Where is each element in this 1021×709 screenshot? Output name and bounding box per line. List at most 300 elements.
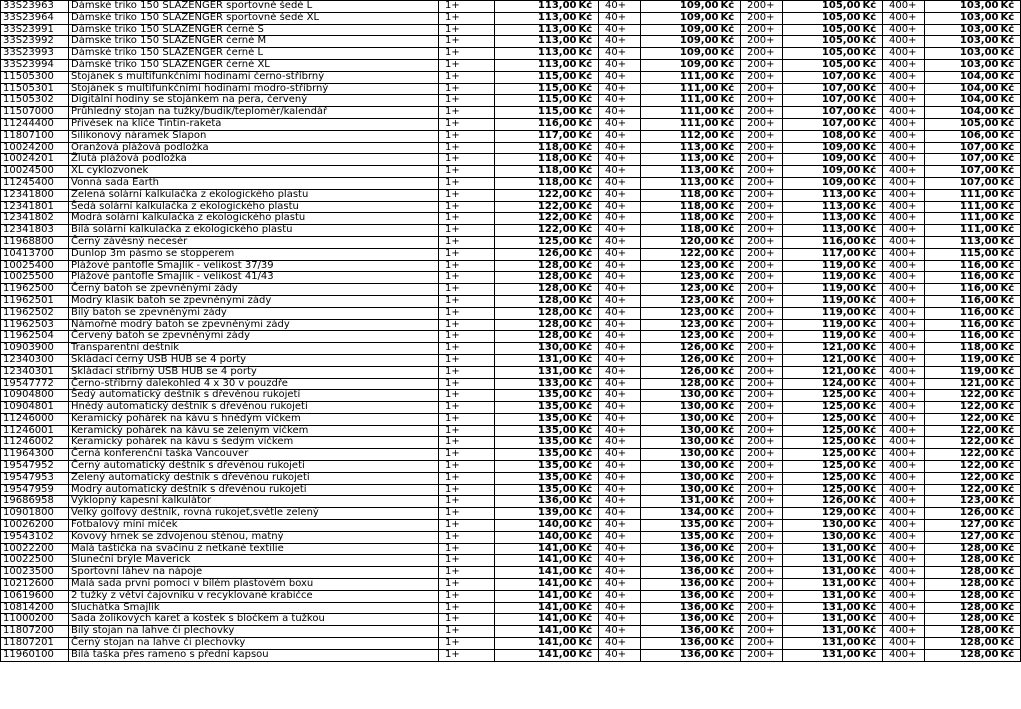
qty-tier-2: 40+ bbox=[599, 201, 641, 213]
price-tier-3: 116,00 bbox=[783, 236, 863, 248]
price-tier-3: 109,00 bbox=[783, 154, 863, 166]
price-tier-1: 113,00 bbox=[495, 1, 579, 13]
product-code: 10022200 bbox=[1, 543, 69, 555]
currency-tier-2: Kč bbox=[721, 213, 741, 225]
currency-tier-3: Kč bbox=[863, 118, 883, 130]
qty-tier-3: 200+ bbox=[741, 59, 783, 71]
qty-tier-2: 40+ bbox=[599, 166, 641, 178]
qty-tier-2: 40+ bbox=[599, 484, 641, 496]
qty-tier-1: 1+ bbox=[439, 567, 495, 579]
price-tier-2: 109,00 bbox=[641, 36, 721, 48]
price-tier-1: 115,00 bbox=[495, 95, 579, 107]
product-name: Bílá taška přes rameno s přední kapsou bbox=[69, 649, 439, 661]
currency-tier-4: Kč bbox=[1001, 461, 1021, 473]
currency-tier-4: Kč bbox=[1001, 390, 1021, 402]
currency-tier-1: Kč bbox=[579, 461, 599, 473]
price-tier-1: 141,00 bbox=[495, 602, 579, 614]
qty-tier-4: 400+ bbox=[883, 177, 925, 189]
currency-tier-2: Kč bbox=[721, 307, 741, 319]
qty-tier-3: 200+ bbox=[741, 543, 783, 555]
product-name: Sportovní láhev na nápoje bbox=[69, 567, 439, 579]
currency-tier-4: Kč bbox=[1001, 402, 1021, 414]
qty-tier-4: 400+ bbox=[883, 520, 925, 532]
qty-tier-1: 1+ bbox=[439, 71, 495, 83]
product-name: Sluchátka Smajlík bbox=[69, 602, 439, 614]
currency-tier-2: Kč bbox=[721, 626, 741, 638]
currency-tier-3: Kč bbox=[863, 284, 883, 296]
qty-tier-1: 1+ bbox=[439, 331, 495, 343]
currency-tier-4: Kč bbox=[1001, 284, 1021, 296]
qty-tier-2: 40+ bbox=[599, 590, 641, 602]
currency-tier-1: Kč bbox=[579, 614, 599, 626]
qty-tier-2: 40+ bbox=[599, 343, 641, 355]
currency-tier-1: Kč bbox=[579, 166, 599, 178]
qty-tier-4: 400+ bbox=[883, 236, 925, 248]
currency-tier-3: Kč bbox=[863, 378, 883, 390]
currency-tier-2: Kč bbox=[721, 449, 741, 461]
qty-tier-2: 40+ bbox=[599, 225, 641, 237]
currency-tier-1: Kč bbox=[579, 520, 599, 532]
price-tier-1: 128,00 bbox=[495, 272, 579, 284]
currency-tier-3: Kč bbox=[863, 260, 883, 272]
product-name: Malá taštička na svačinu z netkané textilie bbox=[69, 543, 439, 555]
qty-tier-4: 400+ bbox=[883, 36, 925, 48]
currency-tier-4: Kč bbox=[1001, 1, 1021, 13]
qty-tier-3: 200+ bbox=[741, 48, 783, 60]
product-name: Černý závěsný necesér bbox=[69, 236, 439, 248]
price-tier-4: 127,00 bbox=[925, 531, 1001, 543]
price-tier-4: 116,00 bbox=[925, 331, 1001, 343]
table-row bbox=[1, 390, 1021, 402]
product-name: Plážové pantofle Smajlík - velikost 41/43 bbox=[69, 272, 439, 284]
price-tier-4: 103,00 bbox=[925, 36, 1001, 48]
price-tier-2: 109,00 bbox=[641, 1, 721, 13]
qty-tier-2: 40+ bbox=[599, 130, 641, 142]
qty-tier-3: 200+ bbox=[741, 236, 783, 248]
product-code: 10024201 bbox=[1, 154, 69, 166]
currency-tier-2: Kč bbox=[721, 496, 741, 508]
price-tier-3: 105,00 bbox=[783, 48, 863, 60]
qty-tier-1: 1+ bbox=[439, 472, 495, 484]
table-row bbox=[1, 508, 1021, 520]
currency-tier-2: Kč bbox=[721, 177, 741, 189]
qty-tier-2: 40+ bbox=[599, 154, 641, 166]
price-tier-1: 113,00 bbox=[495, 48, 579, 60]
price-tier-2: 136,00 bbox=[641, 567, 721, 579]
price-tier-3: 121,00 bbox=[783, 366, 863, 378]
price-tier-4: 123,00 bbox=[925, 496, 1001, 508]
currency-tier-4: Kč bbox=[1001, 118, 1021, 130]
qty-tier-2: 40+ bbox=[599, 543, 641, 555]
currency-tier-3: Kč bbox=[863, 520, 883, 532]
currency-tier-4: Kč bbox=[1001, 543, 1021, 555]
currency-tier-2: Kč bbox=[721, 413, 741, 425]
table-row bbox=[1, 626, 1021, 638]
qty-tier-3: 200+ bbox=[741, 602, 783, 614]
qty-tier-1: 1+ bbox=[439, 248, 495, 260]
currency-tier-1: Kč bbox=[579, 567, 599, 579]
currency-tier-4: Kč bbox=[1001, 107, 1021, 119]
product-code: 19547953 bbox=[1, 472, 69, 484]
product-name: Bílý stojan na lahve či plechovky bbox=[69, 626, 439, 638]
qty-tier-4: 400+ bbox=[883, 413, 925, 425]
price-tier-2: 130,00 bbox=[641, 402, 721, 414]
qty-tier-4: 400+ bbox=[883, 284, 925, 296]
price-tier-2: 122,00 bbox=[641, 248, 721, 260]
table-row bbox=[1, 59, 1021, 71]
price-tier-4: 122,00 bbox=[925, 413, 1001, 425]
product-name: Zelený automatický deštník s dřevěnou rukojetí bbox=[69, 472, 439, 484]
product-name: Vonná sada Earth bbox=[69, 177, 439, 189]
price-tier-1: 141,00 bbox=[495, 626, 579, 638]
currency-tier-1: Kč bbox=[579, 496, 599, 508]
currency-tier-2: Kč bbox=[721, 1, 741, 13]
currency-tier-1: Kč bbox=[579, 95, 599, 107]
price-tier-4: 104,00 bbox=[925, 71, 1001, 83]
price-tier-3: 131,00 bbox=[783, 626, 863, 638]
qty-tier-2: 40+ bbox=[599, 614, 641, 626]
qty-tier-2: 40+ bbox=[599, 626, 641, 638]
currency-tier-2: Kč bbox=[721, 590, 741, 602]
currency-tier-1: Kč bbox=[579, 284, 599, 296]
currency-tier-4: Kč bbox=[1001, 531, 1021, 543]
price-tier-4: 116,00 bbox=[925, 272, 1001, 284]
price-tier-3: 119,00 bbox=[783, 260, 863, 272]
price-tier-3: 119,00 bbox=[783, 272, 863, 284]
qty-tier-4: 400+ bbox=[883, 24, 925, 36]
table-row bbox=[1, 48, 1021, 60]
product-name: 2 tužky z větví čajovníku v recyklované krabičce bbox=[69, 590, 439, 602]
price-tier-1: 135,00 bbox=[495, 461, 579, 473]
qty-tier-2: 40+ bbox=[599, 567, 641, 579]
qty-tier-4: 400+ bbox=[883, 12, 925, 24]
product-code: 19686958 bbox=[1, 496, 69, 508]
table-row bbox=[1, 331, 1021, 343]
price-tier-2: 130,00 bbox=[641, 472, 721, 484]
price-tier-3: 125,00 bbox=[783, 437, 863, 449]
price-tier-3: 130,00 bbox=[783, 531, 863, 543]
price-tier-2: 135,00 bbox=[641, 531, 721, 543]
qty-tier-2: 40+ bbox=[599, 402, 641, 414]
qty-tier-1: 1+ bbox=[439, 484, 495, 496]
price-tier-4: 128,00 bbox=[925, 543, 1001, 555]
currency-tier-2: Kč bbox=[721, 354, 741, 366]
currency-tier-3: Kč bbox=[863, 508, 883, 520]
product-name: Černý batoh se zpevněnými zády bbox=[69, 284, 439, 296]
qty-tier-3: 200+ bbox=[741, 95, 783, 107]
qty-tier-3: 200+ bbox=[741, 130, 783, 142]
currency-tier-4: Kč bbox=[1001, 319, 1021, 331]
currency-tier-4: Kč bbox=[1001, 331, 1021, 343]
qty-tier-1: 1+ bbox=[439, 425, 495, 437]
qty-tier-4: 400+ bbox=[883, 508, 925, 520]
price-tier-2: 136,00 bbox=[641, 555, 721, 567]
price-tier-4: 122,00 bbox=[925, 402, 1001, 414]
table-row bbox=[1, 189, 1021, 201]
qty-tier-4: 400+ bbox=[883, 472, 925, 484]
currency-tier-4: Kč bbox=[1001, 590, 1021, 602]
currency-tier-3: Kč bbox=[863, 201, 883, 213]
qty-tier-2: 40+ bbox=[599, 272, 641, 284]
currency-tier-2: Kč bbox=[721, 83, 741, 95]
table-row bbox=[1, 472, 1021, 484]
price-tier-3: 107,00 bbox=[783, 118, 863, 130]
product-code: 19547772 bbox=[1, 378, 69, 390]
product-name: Černý automatický deštník s dřevěnou rukojetí bbox=[69, 461, 439, 473]
price-tier-2: 136,00 bbox=[641, 602, 721, 614]
currency-tier-3: Kč bbox=[863, 461, 883, 473]
qty-tier-4: 400+ bbox=[883, 343, 925, 355]
price-tier-4: 118,00 bbox=[925, 343, 1001, 355]
price-tier-3: 125,00 bbox=[783, 449, 863, 461]
price-tier-4: 122,00 bbox=[925, 461, 1001, 473]
table-row bbox=[1, 413, 1021, 425]
table-row bbox=[1, 579, 1021, 591]
price-tier-4: 128,00 bbox=[925, 590, 1001, 602]
currency-tier-4: Kč bbox=[1001, 36, 1021, 48]
price-tier-3: 125,00 bbox=[783, 390, 863, 402]
price-tier-3: 109,00 bbox=[783, 142, 863, 154]
price-tier-4: 128,00 bbox=[925, 638, 1001, 650]
price-tier-1: 141,00 bbox=[495, 567, 579, 579]
price-tier-1: 122,00 bbox=[495, 189, 579, 201]
table-row bbox=[1, 284, 1021, 296]
currency-tier-4: Kč bbox=[1001, 154, 1021, 166]
qty-tier-4: 400+ bbox=[883, 189, 925, 201]
product-code: 12340300 bbox=[1, 354, 69, 366]
currency-tier-4: Kč bbox=[1001, 638, 1021, 650]
qty-tier-4: 400+ bbox=[883, 260, 925, 272]
currency-tier-3: Kč bbox=[863, 12, 883, 24]
product-name: Černo-stříbrný dalekohled 4 x 30 v pouzdře bbox=[69, 378, 439, 390]
product-name: Silikonový náramek Slapon bbox=[69, 130, 439, 142]
qty-tier-3: 200+ bbox=[741, 402, 783, 414]
price-tier-1: 135,00 bbox=[495, 484, 579, 496]
table-row bbox=[1, 154, 1021, 166]
price-tier-1: 130,00 bbox=[495, 343, 579, 355]
product-name: Zelená solární kalkulačka z ekologického plastu bbox=[69, 189, 439, 201]
price-tier-1: 115,00 bbox=[495, 107, 579, 119]
qty-tier-1: 1+ bbox=[439, 225, 495, 237]
price-tier-4: 128,00 bbox=[925, 614, 1001, 626]
currency-tier-4: Kč bbox=[1001, 177, 1021, 189]
currency-tier-1: Kč bbox=[579, 319, 599, 331]
price-tier-2: 109,00 bbox=[641, 59, 721, 71]
qty-tier-4: 400+ bbox=[883, 461, 925, 473]
price-tier-3: 105,00 bbox=[783, 24, 863, 36]
currency-tier-1: Kč bbox=[579, 472, 599, 484]
price-tier-2: 111,00 bbox=[641, 107, 721, 119]
product-code: 10212600 bbox=[1, 579, 69, 591]
qty-tier-4: 400+ bbox=[883, 437, 925, 449]
qty-tier-1: 1+ bbox=[439, 177, 495, 189]
qty-tier-2: 40+ bbox=[599, 36, 641, 48]
qty-tier-4: 400+ bbox=[883, 1, 925, 13]
currency-tier-3: Kč bbox=[863, 213, 883, 225]
product-code: 19547952 bbox=[1, 461, 69, 473]
product-name: Malá sada první pomoci v bílém plastovém boxu bbox=[69, 579, 439, 591]
product-name: Dámské triko 150 SLAZENGER sportovně šedé L bbox=[69, 1, 439, 13]
currency-tier-2: Kč bbox=[721, 12, 741, 24]
price-tier-2: 130,00 bbox=[641, 449, 721, 461]
price-tier-4: 116,00 bbox=[925, 284, 1001, 296]
qty-tier-3: 200+ bbox=[741, 107, 783, 119]
product-name: Skládací černý USB HUB se 4 porty bbox=[69, 354, 439, 366]
price-tier-1: 141,00 bbox=[495, 614, 579, 626]
qty-tier-4: 400+ bbox=[883, 378, 925, 390]
qty-tier-3: 200+ bbox=[741, 626, 783, 638]
price-tier-2: 130,00 bbox=[641, 437, 721, 449]
price-tier-1: 135,00 bbox=[495, 437, 579, 449]
currency-tier-3: Kč bbox=[863, 1, 883, 13]
price-tier-3: 129,00 bbox=[783, 508, 863, 520]
currency-tier-4: Kč bbox=[1001, 307, 1021, 319]
currency-tier-4: Kč bbox=[1001, 354, 1021, 366]
price-tier-1: 116,00 bbox=[495, 118, 579, 130]
currency-tier-4: Kč bbox=[1001, 508, 1021, 520]
currency-tier-2: Kč bbox=[721, 614, 741, 626]
qty-tier-1: 1+ bbox=[439, 496, 495, 508]
qty-tier-4: 400+ bbox=[883, 626, 925, 638]
qty-tier-4: 400+ bbox=[883, 543, 925, 555]
price-tier-3: 113,00 bbox=[783, 225, 863, 237]
qty-tier-2: 40+ bbox=[599, 390, 641, 402]
currency-tier-4: Kč bbox=[1001, 12, 1021, 24]
product-code: 12341801 bbox=[1, 201, 69, 213]
currency-tier-3: Kč bbox=[863, 319, 883, 331]
product-code: 11246001 bbox=[1, 425, 69, 437]
qty-tier-2: 40+ bbox=[599, 95, 641, 107]
qty-tier-1: 1+ bbox=[439, 83, 495, 95]
product-code: 10024200 bbox=[1, 142, 69, 154]
price-tier-4: 121,00 bbox=[925, 378, 1001, 390]
price-tier-4: 122,00 bbox=[925, 425, 1001, 437]
price-tier-3: 119,00 bbox=[783, 331, 863, 343]
currency-tier-4: Kč bbox=[1001, 437, 1021, 449]
price-tier-2: 130,00 bbox=[641, 461, 721, 473]
product-name: Průhledný stojan na tužky/budík/teploměr/kalendář bbox=[69, 107, 439, 119]
qty-tier-2: 40+ bbox=[599, 520, 641, 532]
currency-tier-3: Kč bbox=[863, 154, 883, 166]
price-tier-1: 113,00 bbox=[495, 24, 579, 36]
qty-tier-2: 40+ bbox=[599, 83, 641, 95]
currency-tier-3: Kč bbox=[863, 602, 883, 614]
currency-tier-2: Kč bbox=[721, 319, 741, 331]
price-tier-4: 111,00 bbox=[925, 201, 1001, 213]
price-tier-2: 136,00 bbox=[641, 614, 721, 626]
currency-tier-4: Kč bbox=[1001, 520, 1021, 532]
currency-tier-4: Kč bbox=[1001, 260, 1021, 272]
qty-tier-2: 40+ bbox=[599, 307, 641, 319]
price-tier-4: 116,00 bbox=[925, 260, 1001, 272]
qty-tier-3: 200+ bbox=[741, 248, 783, 260]
currency-tier-1: Kč bbox=[579, 154, 599, 166]
currency-tier-3: Kč bbox=[863, 531, 883, 543]
currency-tier-2: Kč bbox=[721, 284, 741, 296]
currency-tier-1: Kč bbox=[579, 390, 599, 402]
currency-tier-2: Kč bbox=[721, 366, 741, 378]
qty-tier-1: 1+ bbox=[439, 36, 495, 48]
qty-tier-4: 400+ bbox=[883, 154, 925, 166]
qty-tier-4: 400+ bbox=[883, 638, 925, 650]
currency-tier-2: Kč bbox=[721, 142, 741, 154]
price-tier-3: 125,00 bbox=[783, 413, 863, 425]
qty-tier-4: 400+ bbox=[883, 213, 925, 225]
qty-tier-3: 200+ bbox=[741, 213, 783, 225]
qty-tier-1: 1+ bbox=[439, 118, 495, 130]
currency-tier-3: Kč bbox=[863, 189, 883, 201]
qty-tier-3: 200+ bbox=[741, 36, 783, 48]
qty-tier-3: 200+ bbox=[741, 189, 783, 201]
price-tier-1: 141,00 bbox=[495, 638, 579, 650]
product-code: 11962501 bbox=[1, 295, 69, 307]
currency-tier-3: Kč bbox=[863, 425, 883, 437]
product-code: 11244400 bbox=[1, 118, 69, 130]
currency-tier-4: Kč bbox=[1001, 272, 1021, 284]
product-code: 33S23964 bbox=[1, 12, 69, 24]
qty-tier-1: 1+ bbox=[439, 378, 495, 390]
product-code: 11505300 bbox=[1, 71, 69, 83]
price-tier-4: 116,00 bbox=[925, 295, 1001, 307]
table-row bbox=[1, 225, 1021, 237]
qty-tier-3: 200+ bbox=[741, 649, 783, 661]
table-row bbox=[1, 177, 1021, 189]
currency-tier-4: Kč bbox=[1001, 201, 1021, 213]
currency-tier-1: Kč bbox=[579, 366, 599, 378]
qty-tier-2: 40+ bbox=[599, 260, 641, 272]
price-tier-1: 122,00 bbox=[495, 213, 579, 225]
qty-tier-3: 200+ bbox=[741, 154, 783, 166]
currency-tier-1: Kč bbox=[579, 272, 599, 284]
price-tier-3: 109,00 bbox=[783, 166, 863, 178]
qty-tier-1: 1+ bbox=[439, 213, 495, 225]
qty-tier-3: 200+ bbox=[741, 260, 783, 272]
qty-tier-2: 40+ bbox=[599, 461, 641, 473]
currency-tier-4: Kč bbox=[1001, 130, 1021, 142]
currency-tier-4: Kč bbox=[1001, 48, 1021, 60]
price-tier-3: 113,00 bbox=[783, 213, 863, 225]
price-tier-4: 107,00 bbox=[925, 154, 1001, 166]
qty-tier-3: 200+ bbox=[741, 71, 783, 83]
price-tier-3: 108,00 bbox=[783, 130, 863, 142]
price-tier-2: 123,00 bbox=[641, 331, 721, 343]
currency-tier-2: Kč bbox=[721, 567, 741, 579]
qty-tier-4: 400+ bbox=[883, 649, 925, 661]
product-name: Modrý automatický deštník s dřevěnou rukojetí bbox=[69, 484, 439, 496]
table-row bbox=[1, 71, 1021, 83]
price-tier-1: 133,00 bbox=[495, 378, 579, 390]
product-code: 11960100 bbox=[1, 649, 69, 661]
price-tier-4: 122,00 bbox=[925, 484, 1001, 496]
price-tier-2: 131,00 bbox=[641, 496, 721, 508]
qty-tier-2: 40+ bbox=[599, 295, 641, 307]
table-row bbox=[1, 272, 1021, 284]
qty-tier-1: 1+ bbox=[439, 531, 495, 543]
qty-tier-1: 1+ bbox=[439, 189, 495, 201]
product-code: 11962504 bbox=[1, 331, 69, 343]
price-tier-4: 128,00 bbox=[925, 602, 1001, 614]
product-code: 33S23993 bbox=[1, 48, 69, 60]
currency-tier-2: Kč bbox=[721, 71, 741, 83]
price-tier-4: 103,00 bbox=[925, 12, 1001, 24]
table-row bbox=[1, 366, 1021, 378]
price-tier-2: 126,00 bbox=[641, 343, 721, 355]
currency-tier-1: Kč bbox=[579, 484, 599, 496]
currency-tier-2: Kč bbox=[721, 107, 741, 119]
currency-tier-4: Kč bbox=[1001, 95, 1021, 107]
currency-tier-1: Kč bbox=[579, 425, 599, 437]
product-name: Keramický pohárek na kávu s šedým víčkem bbox=[69, 437, 439, 449]
